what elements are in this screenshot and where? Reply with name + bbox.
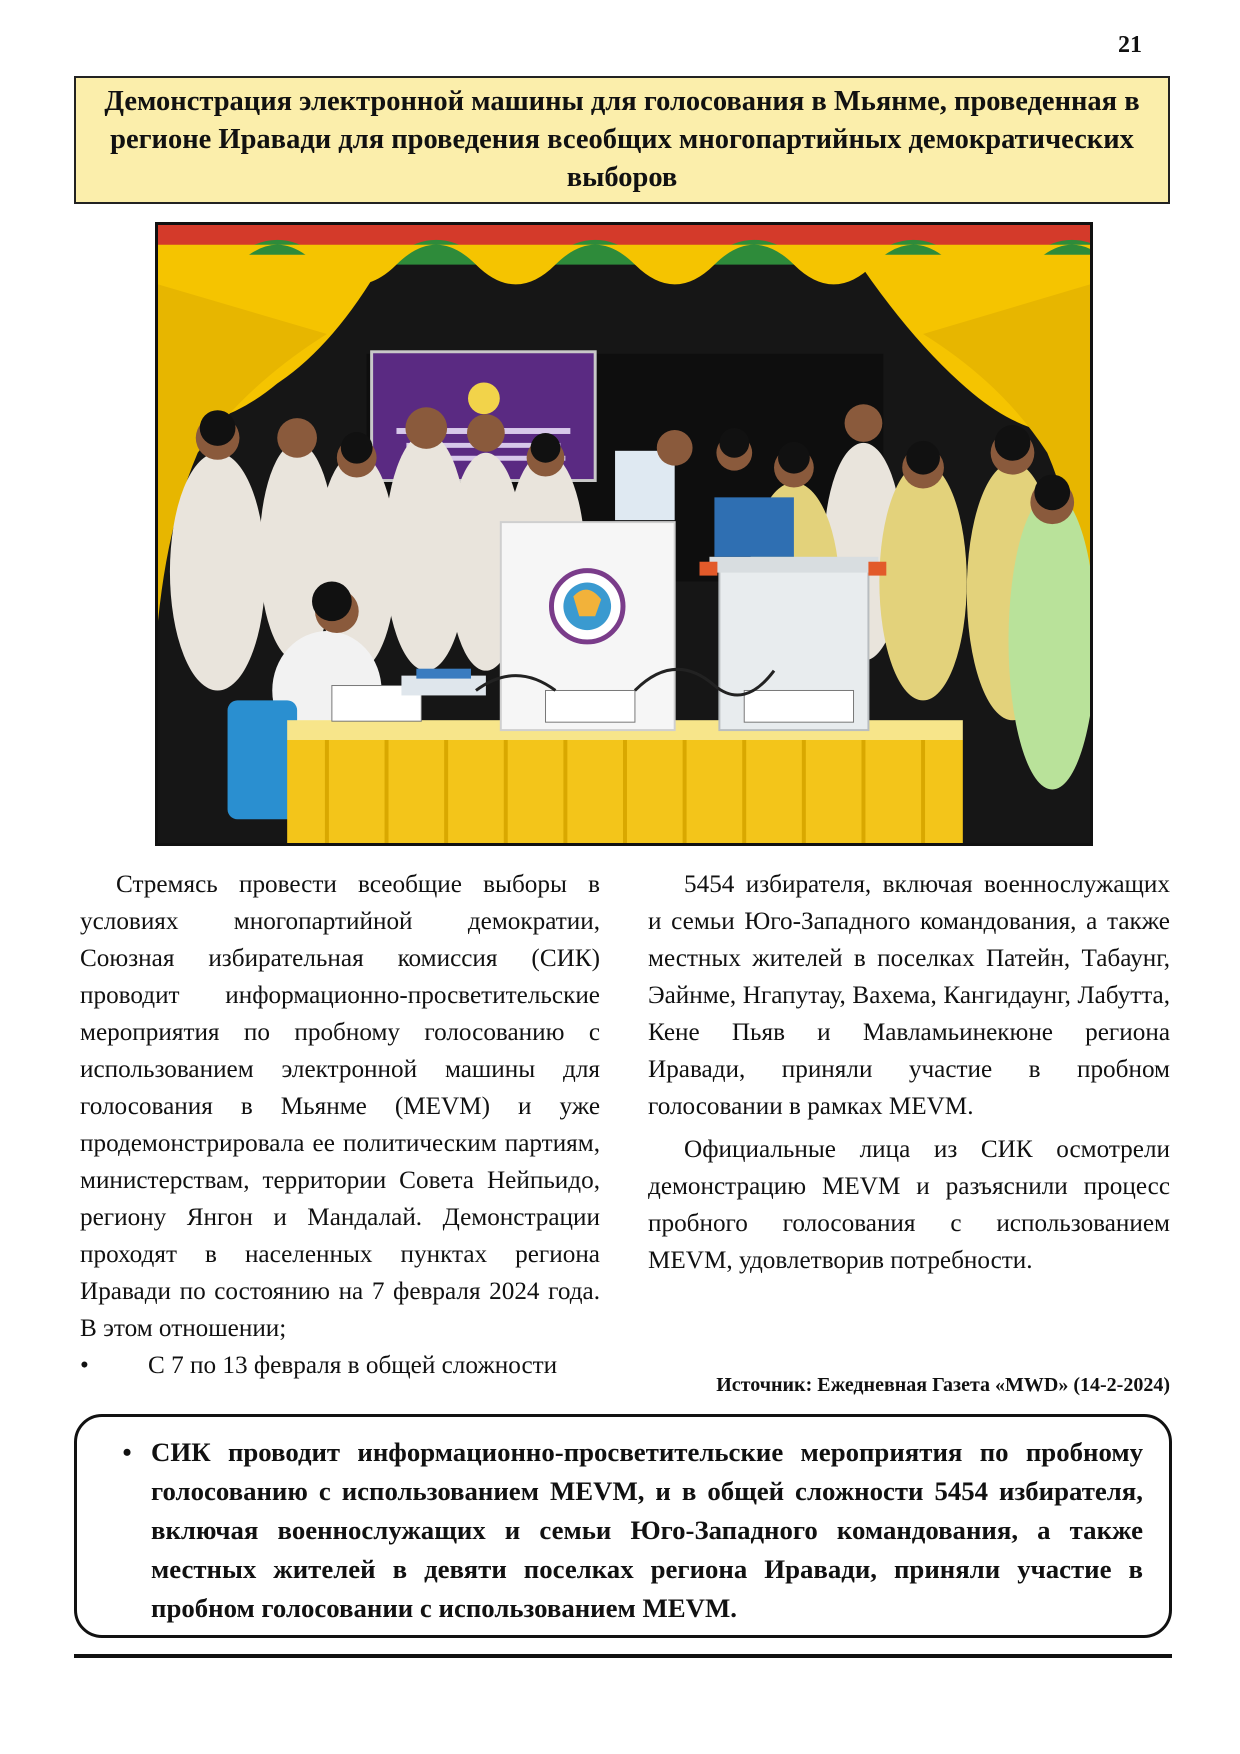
bullet-item-continuation: 5454 избирателя, включая военнослужащих и семьи Юго-Западного командования, а также местных жителей в поселках Патейн, Табаунг, Эайнме, Нгапутау, Вахема, Кангидаунг, Лабутта, Кене Пьяв и Мавламьинекюне региона Иравади, приняли участие в пробном голосовании в рамках MEVM.: [648, 871, 1170, 1120]
bullet-item: [80, 1347, 600, 1384]
article-title: Демонстрация электронной машины для голосования в Мьянме, проведенная в регионе Иравади для проведения всеобщих многопартийных демократических выборов: [104, 86, 1140, 193]
title-box: [74, 76, 1170, 204]
summary-box: [74, 1414, 1172, 1638]
election-demonstration-photo: [155, 222, 1093, 846]
bullet-item-start: С 7 по 13 февраля в общей сложности: [148, 1352, 558, 1379]
summary-text: СИК проводит информационно-просветительские мероприятия по пробному голосованию с использованием MEVM, и в общей сложности 5454 избирателя, включая военнослужащих и семьи Юго-Западного командования, а также местных жителей в девяти поселках региона Иравади, приняли участие в пробном голосовании с использованием MEVM.: [151, 1437, 1143, 1623]
bullet-glyph: •: [80, 1352, 89, 1379]
photo-illustration: [158, 225, 1090, 843]
article-column-right: [648, 866, 1170, 1279]
article-column-left: [80, 866, 600, 1384]
source-citation: Источник: Ежедневная Газета «MWD» (14-2-2024): [716, 1374, 1170, 1396]
footer-rule: [74, 1654, 1172, 1658]
article-paragraph-intro: Стремясь провести всеобщие выборы в условиях многопартийной демократии, Союзная избирательная комиссия (СИК) проводит информационно-просветительские мероприятия по пробному голосованию с использованием электронной машины для голосования в Мьянме (MEVM) и уже продемонстрировала ее политическим партиям, министерствам, территории Совета Нейпьидо, региону Янгон и Мандалай. Демонстрации проходят в населенных пунктах региона Иравади по состоянию на 7 февраля 2024 года. В этом отношении;: [80, 871, 600, 1342]
page-number: 21: [1118, 32, 1142, 58]
summary-bullet-glyph: •: [122, 1438, 132, 1467]
article-paragraph-officials: Официальные лица из СИК осмотрели демонстрацию MEVM и разъяснили процесс пробного голосования с использованием MEVM, удовлетворив потребности.: [648, 1136, 1170, 1274]
